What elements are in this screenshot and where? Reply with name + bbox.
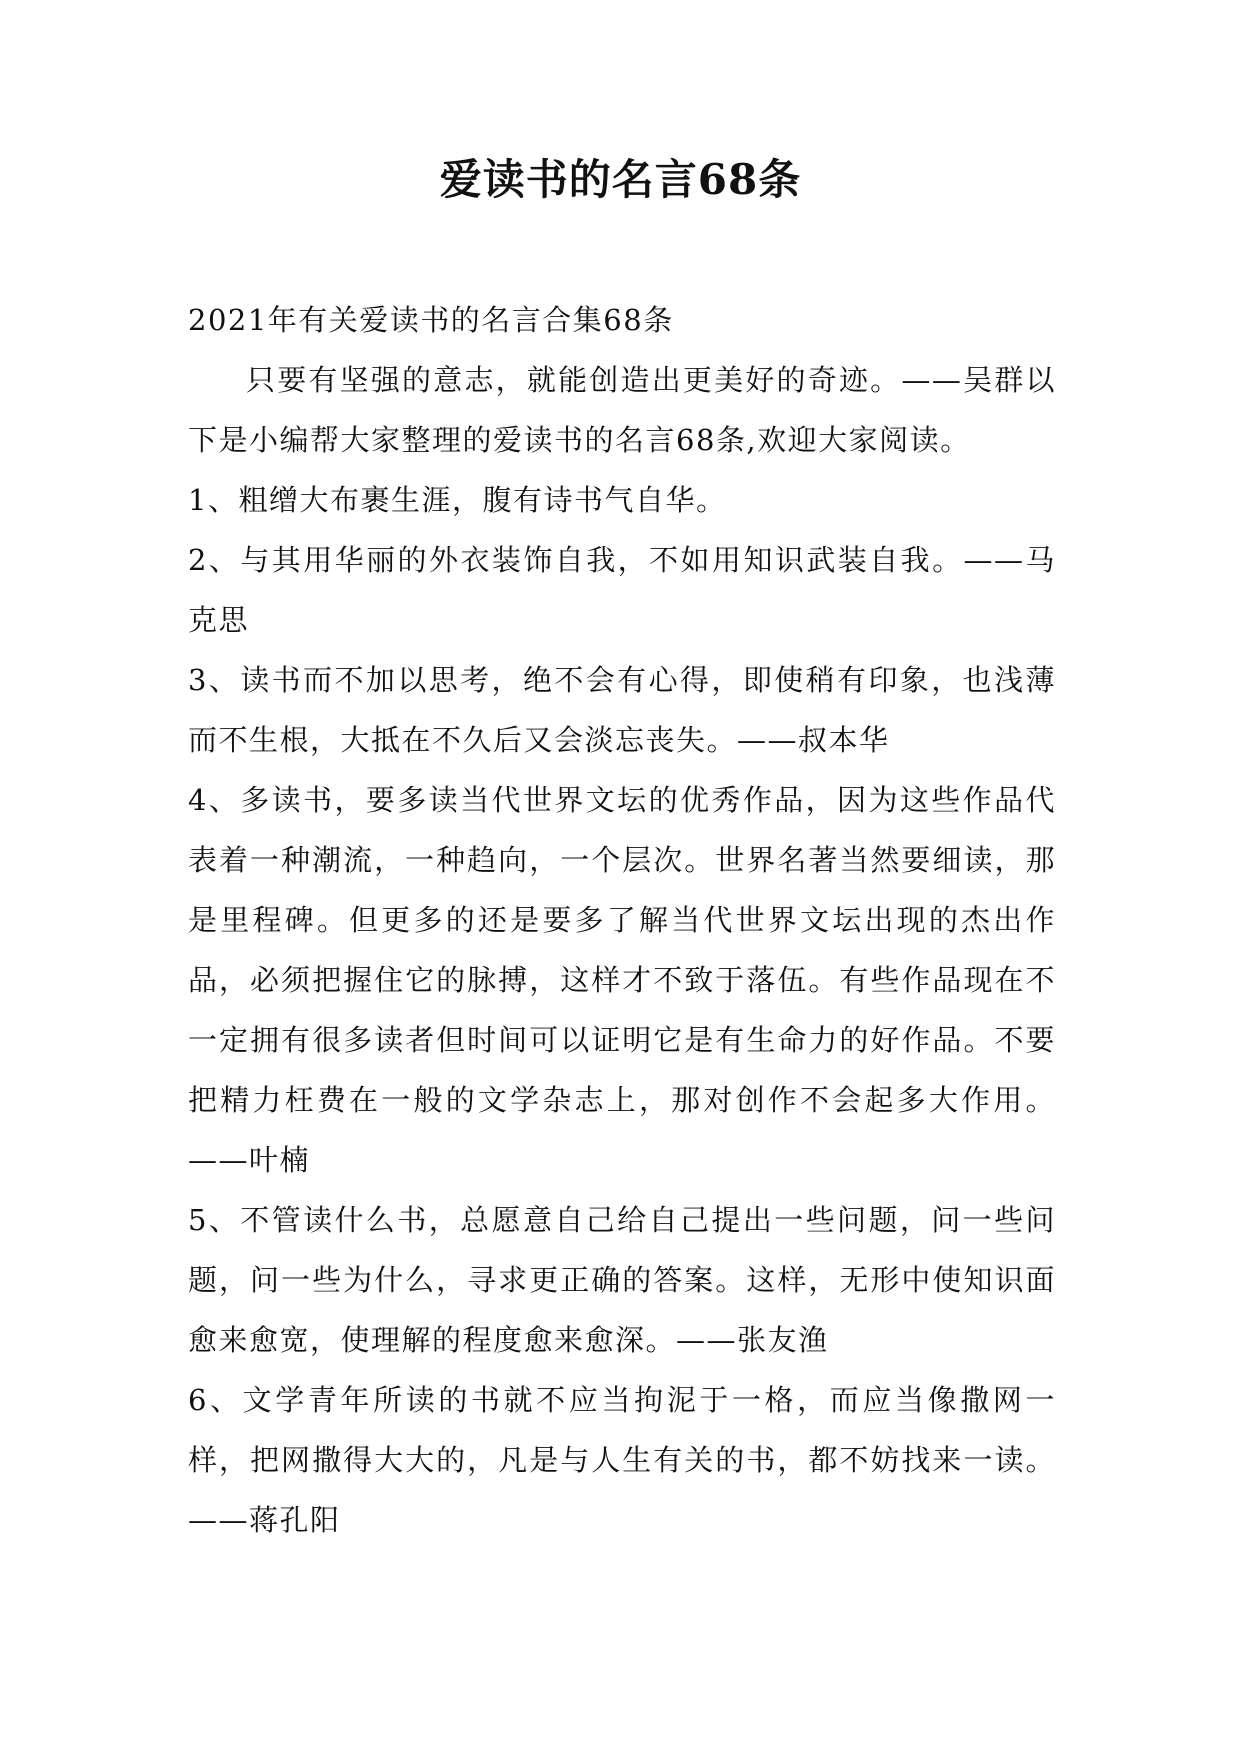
quote-item-2: 2、与其用华丽的外衣装饰自我，不如用知识武装自我。——马克思: [188, 543, 1056, 637]
quote-item-3: 3、读书而不加以思考，绝不会有心得，即使稍有印象，也浅薄而不生根，大抵在不久后又会淡忘丧失。——叔本华: [188, 663, 1056, 757]
document-subtitle: 2021年有关爱读书的名言合集68条: [188, 303, 674, 337]
quote-item-4: 4、多读书，要多读当代世界文坛的优秀作品，因为这些作品代表着一种潮流，一种趋向，一个层次。世界名著当然要细读，那是里程碑。但更多的还是要多了解当代世界文坛出现的杰出作品，必须把握住它的脉搏，这样才不致于落伍。有些作品现在不一定拥有很多读者但时间可以证明它是有生命力的好作品。不要把精力枉费在一般的文学杂志上，那对创作不会起多大作用。——叶楠: [188, 783, 1056, 1177]
page-title: 爱读书的名言68条: [439, 155, 802, 204]
quote-item-6: 6、文学青年所读的书就不应当拘泥于一格，而应当像撒网一样，把网撒得大大的，凡是与人生有关的书，都不妨找来一读。——蒋孔阳: [188, 1383, 1056, 1537]
quote-item-1: 1、粗缯大布裹生涯，腹有诗书气自华。: [188, 483, 727, 517]
document-body: [188, 290, 1056, 1550]
quote-item-5: 5、不管读什么书，总愿意自己给自己提出一些问题，问一些问题，问一些为什么，寻求更正确的答案。这样，无形中使知识面愈来愈宽，使理解的程度愈来愈深。——张友渔: [188, 1203, 1056, 1357]
intro-paragraph: 只要有坚强的意志，就能创造出更美好的奇迹。——吴群以下是小编帮大家整理的爱读书的名言68条,欢迎大家阅读。: [188, 363, 1056, 457]
